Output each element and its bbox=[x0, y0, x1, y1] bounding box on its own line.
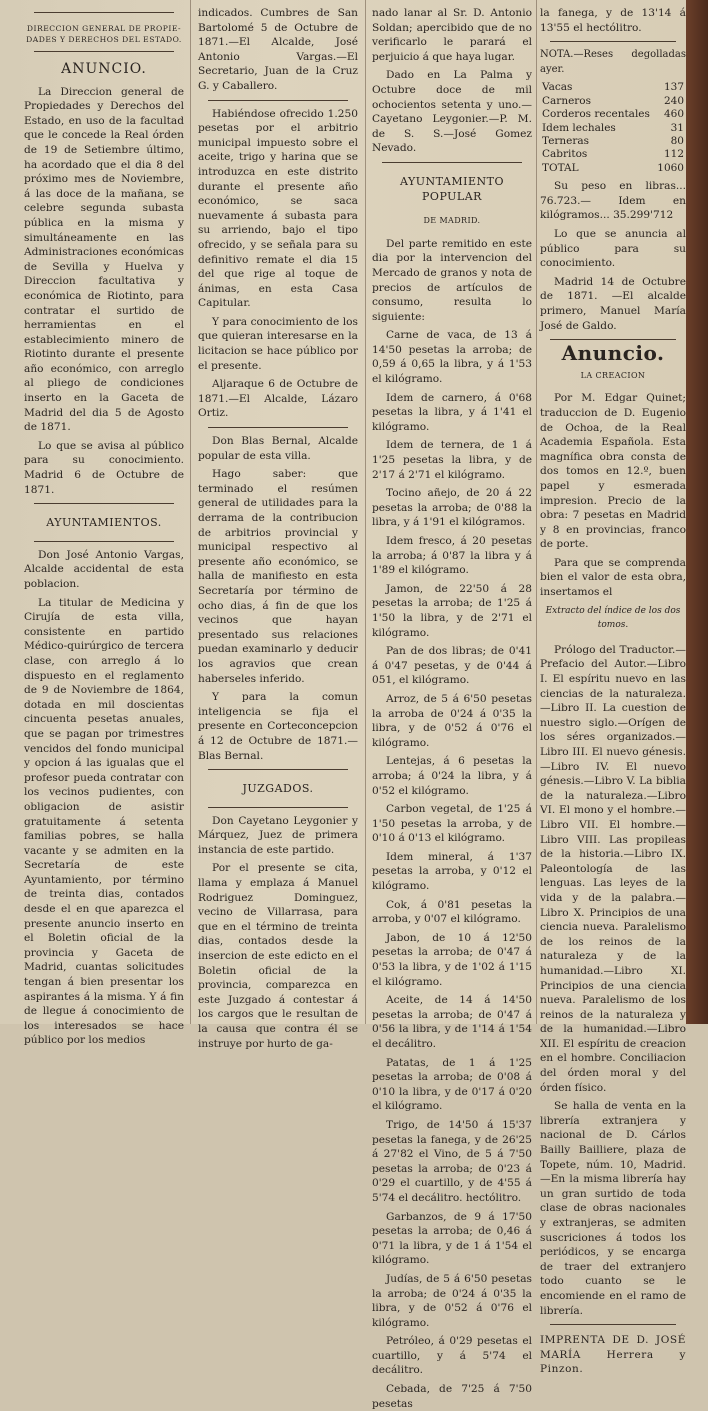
cattle-count: 80 bbox=[670, 135, 684, 147]
cattle-name: Cabritos bbox=[542, 148, 588, 161]
list-item: Tocino añejo, de 20 á 22 pesetas la arroba; de 0'88 la libra, y á 1'91 el kilógramos. bbox=[372, 487, 532, 529]
divider bbox=[550, 41, 676, 42]
cattle-count: 137 bbox=[663, 81, 684, 94]
divider bbox=[34, 541, 174, 542]
list-item: Aceite, de 14 á 14'50 pesetas la arroba; de 0'47 á 0'56 la libra, y de 1'14 á 1'54 el decálitro. bbox=[372, 994, 532, 1050]
cattle-count: 31 bbox=[670, 121, 684, 134]
paragraph: Don Blas Bernal, Alcalde popular de esta villa. bbox=[198, 435, 358, 462]
index-heading: Extracto del índice de los dos tomos. bbox=[545, 605, 681, 631]
cattle-count: 460 bbox=[663, 108, 684, 121]
list-item: Carbon vegetal, de 1'25 á 1'50 pesetas la arroba, y de 0'10 á 0'13 el kilógramo. bbox=[372, 803, 532, 845]
imprint: IMPRENTA DE D. JOSÉ MARÍA Herrera y Pinzon. bbox=[540, 1334, 686, 1376]
table-row bbox=[540, 162, 686, 175]
list-item: Jamon, de 22'50 á 28 pesetas la arroba; de 1'25 á 1'50 la libra, y de 2'71 el kilógramo. bbox=[372, 582, 532, 639]
divider bbox=[382, 162, 522, 163]
section-title: AYUNTAMIENTO POPULAR bbox=[400, 174, 504, 203]
paragraph: Y para conocimiento de los que quieran interesarse en la licitacion se hace público por el presente. bbox=[198, 315, 358, 372]
list-item: Idem fresco, á 20 pesetas la arroba; á 0'87 la libra y á 1'89 el kilógramo. bbox=[372, 535, 532, 577]
list-item: Petróleo, á 0'29 pesetas el cuartillo, y á 5'74 el decálitro. bbox=[372, 1335, 532, 1377]
list-item: Lentejas, á 6 pesetas la arroba; á 0'24 la libra, y á 0'52 el kilógramo. bbox=[372, 755, 532, 797]
divider bbox=[208, 807, 348, 808]
list-item: Pan de dos libras; de 0'41 á 0'47 pesetas, y de 0'44 á 051, el kilógramo. bbox=[372, 645, 532, 687]
page-edge bbox=[686, 0, 708, 1024]
paragraph: Don José Antonio Vargas, Alcalde accidental de esta poblacion. bbox=[24, 548, 184, 590]
paragraph: Y para la comun inteligencia se fija el presente en Corteconcepcion á 12 de Octubre de 1871.—Blas Bernal. bbox=[198, 691, 358, 762]
list-item: Cok, á 0'81 pesetas la arroba, y 0'07 el kilógramo. bbox=[372, 898, 532, 926]
list-item: Trigo, de 14'50 á 15'37 pesetas la fanega, y de 26'25 á 27'82 el Vino, de 5 á 7'50 pesetas la arroba; de 0'23 á 0'29 el cuartillo, y de 4'55 á 5'74 el decálitro. hectólitro. bbox=[372, 1118, 532, 1204]
table-row bbox=[540, 122, 686, 135]
list-item: Jabon, de 10 á 12'50 pesetas la arroba; de 0'47 á 0'53 la libra, y de 1'02 á 1'15 el kilógramo. bbox=[372, 931, 532, 988]
cattle-count: 112 bbox=[663, 148, 684, 161]
section-subtitle: DE MADRID. bbox=[423, 216, 481, 226]
paragraph: Se halla de venta en la librería extranjera y nacional de D. Cárlos Bailly Bailliere, plaza de Topete, núm. 10, Madrid.—En la misma librería hay un gran surtido de toda clase de obras nacionales y extranjeras, se admiten suscriciones á todos los periódicos, y se encarga de traer del extranjero todo cuanto se le encomiende en el ramo de librería. bbox=[540, 1100, 686, 1317]
cattle-table bbox=[540, 81, 686, 175]
cattle-name: Idem lechales bbox=[542, 121, 616, 134]
list-item: Idem de ternera, de 1 á 1'25 pesetas la libra, y de 2'17 á 2'71 el kilógramo. bbox=[372, 439, 532, 481]
section-title: AYUNTAMIENTOS. bbox=[46, 516, 162, 530]
divider bbox=[550, 339, 676, 340]
column-rule bbox=[190, 0, 191, 1024]
divider bbox=[550, 1324, 676, 1325]
paragraph: Para que se comprenda bien el valor de esta obra, insertamos el bbox=[540, 556, 686, 599]
list-item: Arroz, de 5 á 6'50 pesetas la arroba de 0'24 á 0'35 la libra, y de 0'52 á 0'76 el kilógramo. bbox=[372, 692, 532, 749]
paragraph: Madrid 14 de Octubre de 1871. —El alcalde primero, Manuel María José de Galdo. bbox=[540, 275, 686, 332]
cattle-name: Carneros bbox=[542, 94, 592, 107]
paragraph: nado lanar al Sr. D. Antonio Soldan; apercibido que de no verificarlo le parará el perjuicio á que haya lugar. bbox=[372, 7, 532, 63]
paragraph: Por el presente se cita, llama y emplaza á Manuel Rodriguez Dominguez, vecino de Villarrasa, para que en el término de treinta dias, contados desde la insercion de este edicto en el Boletin oficial de la provincia, comparezca en este Juzgado á contestar á los cargos que le resultan de la causa que contra él se instruye por hurto de ga- bbox=[198, 862, 358, 1050]
paragraph: Lo que se anuncia al público para su conocimiento. bbox=[540, 228, 686, 270]
paragraph: Habiéndose ofrecido 1.250 pesetas por el arbitrio municipal impuesto sobre el aceite, trigo y harina que se introduzca en este distrito durante el presente año económico, se saca nuevamente á subasta para su arriendo, bajo el tipo ofrecido, y se señala para su definitivo remate el dia 15 del que rige al toque de ánimas, en esta Casa Capitular. bbox=[198, 107, 358, 310]
list-item: Cebada, de 7'25 á 7'50 pesetas bbox=[372, 1383, 532, 1410]
list-item: Judías, de 5 á 6'50 pesetas la arroba; de 0'24 á 0'35 la libra, y de 0'52 á 0'76 el kilógramo. bbox=[372, 1272, 532, 1329]
cattle-name: Vacas bbox=[542, 81, 573, 94]
table-row bbox=[540, 81, 686, 94]
total-value: 1060 bbox=[657, 161, 684, 174]
column-3 bbox=[372, 6, 532, 1410]
table-row bbox=[540, 135, 686, 148]
paragraph: Hago saber: que terminado el resúmen general de utilidades para la derrama de la contribucion de arbitrios provincial y municipal respectivo al presente año económico, se halla de manifiesto en esta Secretaría por término de ocho dias, á fin de que los vecinos que hayan presentado sus relaciones puedan examinarlo y deducir los agravios que crean haberseles inferido. bbox=[198, 468, 358, 685]
table-row bbox=[540, 108, 686, 121]
list-item: Patatas, de 1 á 1'25 pesetas la arroba; de 0'08 á 0'10 la libra, y de 0'17 á 0'20 el kilógramo. bbox=[372, 1056, 532, 1113]
section-header: DIRECCION GENERAL DE PROPIE- DADES Y DERECHOS DEL ESTADO. bbox=[26, 24, 182, 44]
list-item: Carne de vaca, de 13 á 14'50 pesetas la arroba; de 0,59 á 0,65 la libra, y á 1'53 el kilógramo. bbox=[372, 329, 532, 386]
list-item: Idem mineral, á 1'37 pesetas la arroba, y 0'12 el kilógramo. bbox=[372, 850, 532, 893]
list-item: Idem de carnero, á 0'68 pesetas la libra, y á 1'41 el kilógramo. bbox=[372, 391, 532, 433]
ad-subtitle: LA CREACION bbox=[580, 370, 646, 380]
column-rule bbox=[536, 0, 537, 1024]
note: NOTA.—Reses degolladas ayer. bbox=[540, 49, 686, 75]
paragraph: Prólogo del Traductor.—Prefacio del Autor.—Libro I. El espíritu nuevo en las ciencias de la naturaleza.—Libro II. La cuestion de nuestro siglo.—Orígen de los séres organizados.—Libro III. El nuevo génesis.—Libro IV. El nuevo génesis.—Libro V. La biblia de la naturaleza.—Libro VI. El mono y el hombre.—Libro VII. El hombre.—Libro VIII. Las propileas de la historia.—Libro IX. Paleontología de las lenguas. Las leyes de la vida y de la palabra.—Libro X. Principios de una ciencia nueva. Paralelismo de los reinos de la naturaleza y de la humanidad.—Libro XI. Principios de una ciencia nueva. Paralelismo de los reinos de la naturaleza y de la humanidad.—Libro XII. El espíritu de creacion en el hombre. Conciliacion del órden moral y del órden físico. bbox=[540, 643, 686, 1094]
column-2 bbox=[198, 6, 358, 1050]
paragraph: La Direccion general de Propiedades y Derechos del Estado, en uso de la facultad que le concede la Real órden de 19 de Setiembre último, ha acordado que el dia 8 del próximo mes de Noviembre, á las doce de la mañana, se celebre segunda subasta pública en la misma y simultáneamente en las Administraciones económicas de Sevilla y Huelva y Direccion facultativa y económica de Riotinto, para contratar el surtido de herramientas en el establecimiento minero de Riotinto durante el presente año económico, con arreglo al pliego de condiciones inserto en la Gaceta de Madrid del dia 5 de Agosto de 1871. bbox=[24, 85, 184, 434]
paragraph: Por M. Edgar Quinet; traduccion de D. Eugenio de Ochoa, de la Real Academia Española. Esta magnífica obra consta de dos tomos en 12.º, buen papel y esmerada impresion. Precio de la obra: 7 pesetas en Madrid y 8 en provincias, franco de porte. bbox=[540, 392, 686, 551]
ad-title: Anuncio. bbox=[561, 341, 665, 366]
cattle-count: 240 bbox=[663, 94, 684, 107]
cattle-name: Corderos recentales bbox=[542, 108, 650, 121]
table-row bbox=[540, 95, 686, 108]
paragraph: la fanega, y de 13'14 á 13'55 el hectólitro. bbox=[540, 7, 686, 34]
list-item: Garbanzos, de 9 á 17'50 pesetas la arroba; de 0,46 á 0'71 la libra, y de 1 á 1'54 el kilógramo. bbox=[372, 1210, 532, 1267]
paragraph: Don Cayetano Leygonier y Márquez, Juez de primera instancia de este partido. bbox=[198, 814, 358, 856]
cattle-name: Terneras bbox=[542, 135, 590, 147]
paragraph: Dado en La Palma y Octubre doce de mil ochocientos setenta y uno.—Cayetano Leygonier.—P. M. de S. S.—José Gomez Nevado. bbox=[372, 69, 532, 155]
paragraph: Su peso en libras... 76.723.— Idem en kilógramos... 35.299'712 bbox=[540, 180, 686, 222]
divider bbox=[34, 12, 174, 13]
divider bbox=[208, 427, 348, 428]
divider bbox=[34, 51, 174, 52]
column-rule bbox=[365, 0, 366, 1024]
paragraph: Del parte remitido en este dia por la intervencion del Mercado de granos y nota de precios de artículos de consumo, resulta lo siguiente: bbox=[372, 237, 532, 323]
paragraph: indicados. Cumbres de San Bartolomé 5 de Octubre de 1871.—El Alcalde, José Antonio Vargas.—El Secretario, Juan de la Cruz G. y Caballero. bbox=[198, 7, 358, 92]
table-row bbox=[540, 148, 686, 161]
column-4 bbox=[540, 6, 686, 1376]
notice-title: ANUNCIO. bbox=[61, 61, 147, 77]
total-label: TOTAL bbox=[542, 161, 579, 174]
price-list bbox=[372, 328, 532, 1411]
paragraph: Aljaraque 6 de Octubre de 1871.—El Alcalde, Lázaro Ortiz. bbox=[198, 378, 358, 420]
divider bbox=[208, 769, 348, 770]
paragraph: La titular de Medicina y Cirujía de esta villa, consistente en partido Médico-quirúrgico de tercera clase, con arreglo á lo dispuesto en el reglamento de 9 de Noviembre de 1864, dotada en mil doscientas cincuenta pesetas anuales, que se pagan por trimestres vencidos del fondo municipal y opcion á las igualas que el profesor pueda contratar con los vecinos pudientes, con obligacion de asistir gratuitamente á setenta familias pobres, se halla vacante y se admiten en la Secretaría de este Ayuntamiento, por término de treinta dias, contados desde el en que aparezca el presente anuncio inserto en el Boletin oficial de la provincia y Gaceta de Madrid, cuantas solicitudes tengan á bien presentar los aspirantes á la misma. Y á fin de llegue á conocimiento de los interesados se hace público por los medios bbox=[24, 596, 184, 1047]
divider bbox=[208, 100, 348, 101]
paragraph: Lo que se avisa al público para su conocimiento. Madrid 6 de Octubre de 1871. bbox=[24, 439, 184, 496]
column-1 bbox=[24, 6, 184, 1047]
section-title: JUZGADOS. bbox=[242, 782, 314, 796]
divider bbox=[34, 503, 174, 504]
